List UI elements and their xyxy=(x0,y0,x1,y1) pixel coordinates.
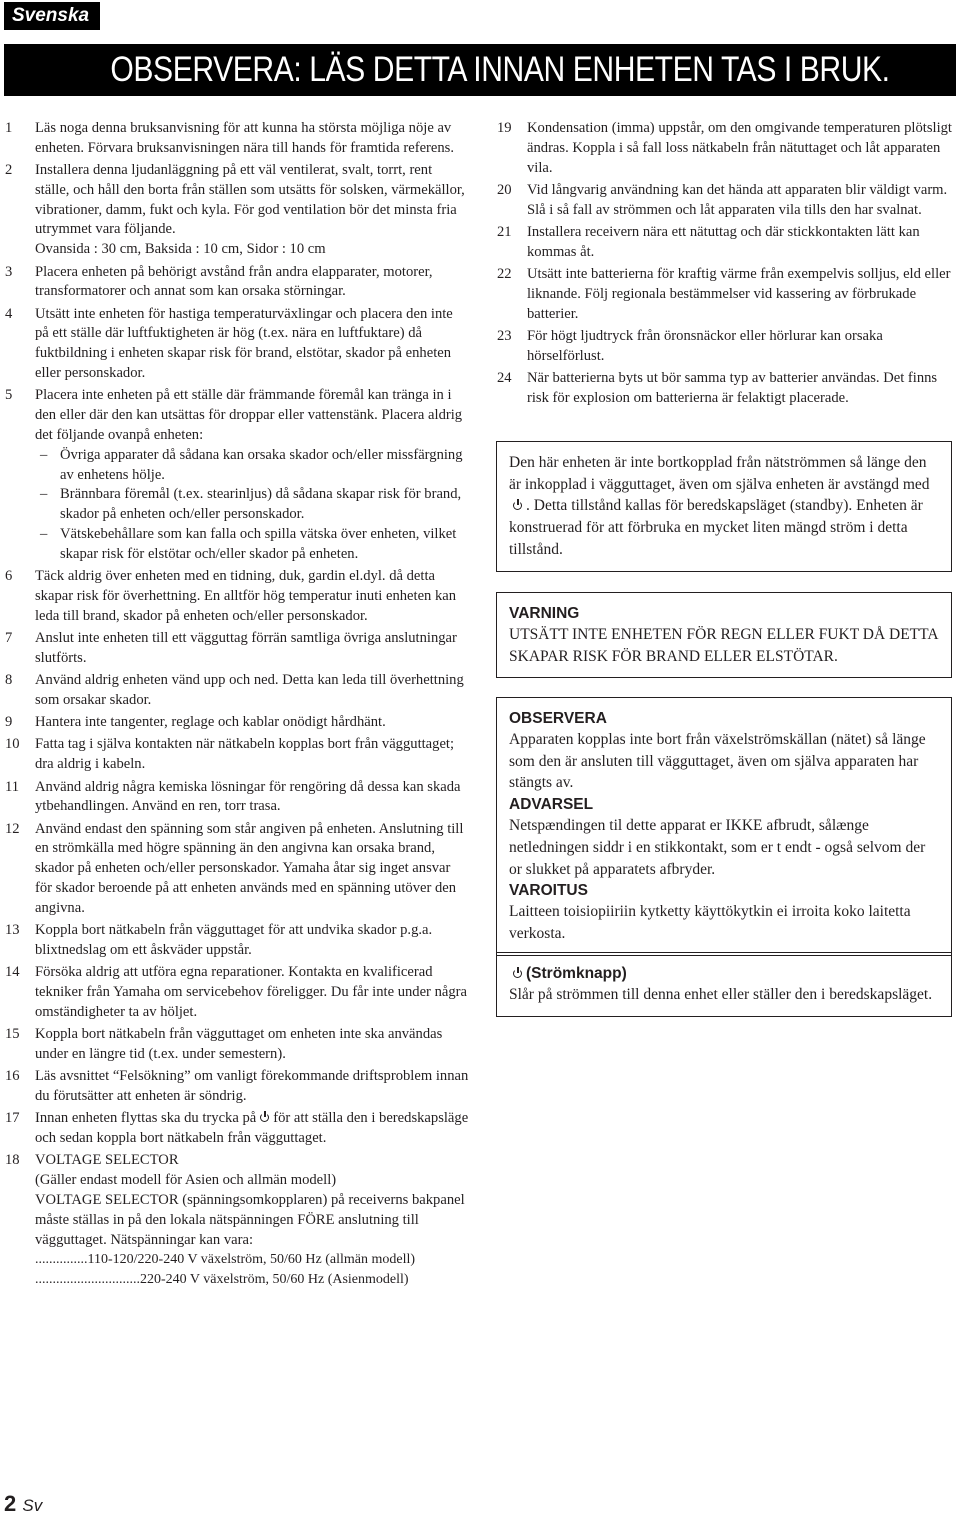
notice-heading-fi: VAROITUS xyxy=(509,882,588,900)
item-text: Placera inte enheten på ett ställe där främmande föremål kan tränga in i den eller där den kan utsättas för droppar eller vattenstänk. Placera aldrig det följande ovanpå enheten: xyxy=(35,387,463,443)
list-item xyxy=(0,820,470,919)
item-number: 19 xyxy=(497,120,512,136)
standby-text xyxy=(509,452,939,561)
dash-item: – Vätskebehållare som kan falla och spilla vätska över enheten, vilket skapar risk för elstötar och/eller skador på enheten. xyxy=(35,525,470,565)
item-number: 1 xyxy=(5,120,13,136)
list-item xyxy=(0,671,470,711)
item-text: Försöka aldrig att utföra egna reparationer. Kontakta en kvalificerad tekniker från Yamaha om servicebehov föreligger. Du får inte under några omständigheter ta av höljet. xyxy=(35,964,467,1020)
item-number: 20 xyxy=(497,181,512,198)
item-text: När batterierna byts ut bör samma typ av batterier användas. Det finns risk för explosion om batterierna är felaktigt placerade. xyxy=(527,370,938,406)
item-text: Anslut inte enheten till ett vägguttag förrän samtliga övriga anslutningar slutförts. xyxy=(35,629,457,666)
item-number: 5 xyxy=(5,387,13,404)
item-text: Koppla bort nätkabeln från vägguttaget för att undvika skador p.g.a. blixtnedslag om ett åskväder uppstår. xyxy=(35,922,433,958)
list-item xyxy=(0,921,470,961)
item-text: Hantera inte tangenter, reglage och kablar onödigt hårdhänt. xyxy=(35,714,386,731)
list-item xyxy=(0,1067,470,1107)
item-number: 6 xyxy=(5,568,13,585)
right-column xyxy=(490,119,952,411)
notice-heading-sv: OBSERVERA xyxy=(509,710,607,727)
page-title-text: OBSERVERA: LÄS DETTA INNAN ENHETEN TAS I BRUK. xyxy=(110,50,890,89)
warning-text: UTSÄTT INTE ENHETEN FÖR REGN ELLER FUKT DÅ DETTA SKAPAR RISK FÖR BRAND ELLER ELSTÖTAR. xyxy=(509,626,938,665)
list-item xyxy=(0,567,470,626)
item-text: VOLTAGE SELECTOR (spänningsomkopplaren) på receiverns bakpanel måste ställas in på den lokala nätspänningen FÖRE anslutning till vägguttaget. Nätspänningar kan vara: xyxy=(35,1191,465,1248)
list-item xyxy=(490,265,952,324)
voltage-option: ..............................220-240 V växelström, 50/60 Hz (Asienmodell) xyxy=(35,1272,409,1288)
dash-item: – Brännbara föremål (t.ex. stearinljus) då sådana skapar risk för brand, skador på enheten och/eller personskador. xyxy=(35,485,470,525)
list-item xyxy=(490,327,952,367)
list-item xyxy=(0,735,470,775)
item-text: Vid långvarig användning kan det hända att apparaten blir väldigt varm. Slå i så fall av strömmen och låt apparaten vila tills den har svalnat. xyxy=(527,181,948,218)
item-text: Läs avsnittet “Felsökning” om vanligt förekommande driftsproblem innan du förutsätter att enheten är söndrig. xyxy=(35,1068,469,1104)
list-item xyxy=(490,369,952,409)
item-text: Fatta tag i själva kontakten när nätkabeln kopplas bort från vägguttaget; dra aldrig i kabeln. xyxy=(35,736,455,773)
item-number: 17 xyxy=(5,1110,20,1127)
list-item xyxy=(490,119,952,178)
item-number: 16 xyxy=(5,1068,20,1085)
power-icon xyxy=(259,1112,270,1123)
item-number: 8 xyxy=(5,672,13,689)
item-number: 21 xyxy=(497,223,512,240)
item-number: 9 xyxy=(5,714,13,731)
item-text: För högt ljudtryck från öronsnäckor eller hörlurar kan orsaka hörselförlust. xyxy=(527,327,883,364)
list-item xyxy=(0,963,470,1022)
language-tab: Svenska xyxy=(4,2,100,30)
multilang-notice-box xyxy=(496,697,952,956)
item-number: 12 xyxy=(5,820,20,837)
notice-text-sv: Apparaten kopplas inte bort från växelströmskällan (nätet) så länge som den är ansluten till vägguttaget, även om själva apparaten har stängts av. xyxy=(509,731,926,792)
item-number: 3 xyxy=(5,263,13,280)
item-number: 14 xyxy=(5,964,20,981)
item-number: 23 xyxy=(497,327,512,344)
list-item xyxy=(0,1025,470,1065)
item-text: Kondensation (imma) uppstår, om den omgivande temperaturen plötsligt ändras. Koppla i så fall loss nätkabeln från nätuttaget och låt apparaten vila. xyxy=(527,120,952,176)
page-number: 2 xyxy=(4,1491,17,1516)
list-item xyxy=(490,181,952,221)
power-button-box xyxy=(496,952,952,1017)
item-number: 24 xyxy=(497,370,512,387)
standby-text-part: . Detta tillstånd kallas för beredskapsläget (standby). Enheten är konstruerad för att förbruka en mycket liten mängd ström i detta tillstånd. xyxy=(509,497,923,558)
item-text-part: Innan enheten flyttas ska du trycka på xyxy=(35,1110,257,1127)
power-icon xyxy=(512,500,523,511)
notice-text-fi: Laitteen toisiopiiriin kytketty käyttökytkin ei irroita koko laitetta verkosta. xyxy=(509,903,911,942)
list-item xyxy=(0,161,470,260)
item-text: Läs noga denna bruksanvisning för att kunna ha största möjliga nöje av enheten. Förvara bruksanvisningen nära till hands för framtida referens. xyxy=(35,120,455,156)
item-number: 4 xyxy=(5,305,13,322)
item-text: Använd endast den spänning som står angiven på enheten. Anslutning till en strömkälla med högre spänning än den angivna kan orsaka brand, skador på enheten och/eller personskador. Yamaha åtar sig inget ansvar för skador beroende på att enheten används med en spänning utöver den angivna. xyxy=(35,820,464,916)
page-lang: Sv xyxy=(22,1496,43,1515)
item-number: 18 xyxy=(5,1152,20,1169)
list-item xyxy=(0,629,470,669)
list-item xyxy=(0,386,470,564)
item-text: Utsätt inte batterierna för kraftig värme från exempelvis solljus, eld eller liknande. Följ regionala bestämmelser vid kassering av förbrukade batterier. xyxy=(527,266,951,322)
item-text: Installera denna ljudanläggning på ett väl ventilerat, svalt, torrt, rent ställe, och håll den borta från ställen som utsätts för solsken, värmekällor, vibrationer, damm, fukt och kyla. För god ventilation bör det minsta fria utrymmet vara följande. xyxy=(35,162,465,238)
item-text xyxy=(35,1109,470,1149)
dash-item: – Övriga apparater då sådana kan orsaka skador och/eller missfärgning av enhetens hölje. xyxy=(35,446,470,486)
list-item xyxy=(0,778,470,818)
standby-notice-box xyxy=(496,441,952,572)
ventilation-clearance: Ovansida : 30 cm, Baksida : 10 cm, Sidor : 10 cm xyxy=(35,241,326,258)
list-item xyxy=(0,713,470,733)
list-item xyxy=(490,223,952,263)
item-number: 2 xyxy=(5,162,13,179)
left-column xyxy=(0,119,470,1292)
item-text: (Gäller endast modell för Asien och allmän modell) xyxy=(35,1172,337,1189)
page-title xyxy=(4,44,956,96)
item-number: 22 xyxy=(497,266,512,283)
power-heading-label: (Strömknapp) xyxy=(526,965,627,982)
item-text: Använd aldrig enheten vänd upp och ned. Detta kan leda till överhettning som orsakar skador. xyxy=(35,672,464,708)
warning-box xyxy=(496,592,952,678)
list-item xyxy=(0,305,470,384)
item-number: 13 xyxy=(5,922,20,939)
item-text: Koppla bort nätkabeln från vägguttaget om enheten inte ska användas under en längre tid (t.ex. under semestern). xyxy=(35,1026,443,1062)
standby-text-part: Den här enheten är inte bortkopplad från nätströmmen så länge den är inkopplad i vägguttaget, även om själva enheten är avstängd med xyxy=(509,454,930,493)
item-text: Utsätt inte enheten för hastiga temperaturväxlingar och placera den inte på ett ställe där luftfuktigheten är hög (t.ex. nära en luftfuktare) då fuktbildning i enheten skapar risk för brand, elstötar, skador på enheten eller personskador. xyxy=(35,305,453,382)
item-text: Placera enheten på behörigt avstånd från andra elapparater, motorer, transformatorer och annat som kan orsaka störningar. xyxy=(35,263,433,300)
item-text: Installera receivern nära ett nätuttag och där stickkontakten lätt kan kommas åt. xyxy=(527,223,920,260)
list-item xyxy=(0,1151,470,1290)
item-number: 11 xyxy=(5,778,20,795)
list-item xyxy=(0,119,470,159)
notice-text-da: Netspændingen til dette apparat er IKKE afbrudt, sålænge netledningen siddr i en stikkontakt, som er t endt - også selvom der or slukket på apparatets afbryder. xyxy=(509,817,926,878)
item-number: 7 xyxy=(5,629,13,646)
power-icon xyxy=(512,968,523,979)
item-text: Täck aldrig över enheten med en tidning, duk, gardin el.dyl. då detta skapar risk för överhettning. En alltför hög temperatur inuti enheten kan leda till brand, skador på enheten och/eller personskador. xyxy=(35,568,457,624)
list-item xyxy=(0,263,470,303)
power-button-text: Slår på strömmen till denna enhet eller ställer den i beredskapsläget. xyxy=(509,986,933,1003)
item-number: 15 xyxy=(5,1026,20,1043)
dash-list xyxy=(35,446,470,565)
list-item xyxy=(0,1109,470,1149)
voltage-selector-heading: VOLTAGE SELECTOR xyxy=(35,1152,179,1169)
item-text: Använd aldrig några kemiska lösningar för rengöring då dessa kan skada ytbehandlingen. Använd en ren, torr trasa. xyxy=(35,778,461,815)
power-button-heading xyxy=(509,963,939,984)
warning-heading: VARNING xyxy=(509,605,580,622)
item-number: 10 xyxy=(5,736,20,753)
voltage-option: ...............110-120/220-240 V växelström, 50/60 Hz (allmän modell) xyxy=(35,1252,416,1268)
notice-heading-da: ADVARSEL xyxy=(509,796,594,814)
page-footer xyxy=(4,1492,42,1518)
item-text-part: för att ställa den i beredskapsläge och sedan koppla bort nätkabeln från vägguttaget. xyxy=(35,1110,469,1147)
